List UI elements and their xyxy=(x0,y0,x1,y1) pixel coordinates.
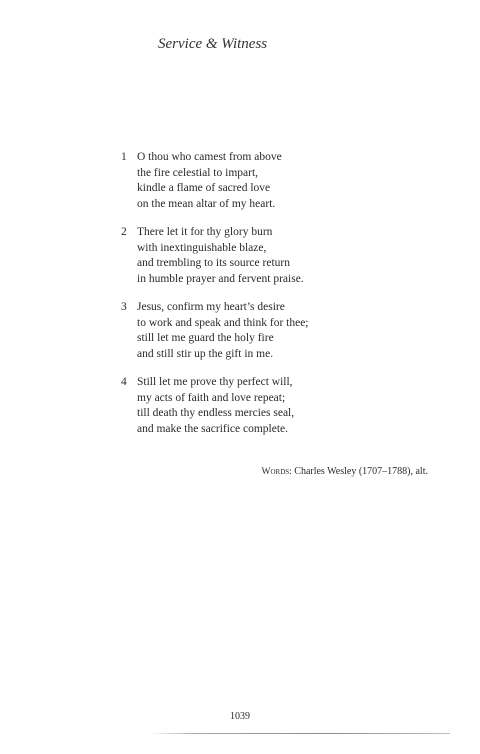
verse-line: There let it for thy glory burn xyxy=(137,226,273,238)
verse-line: the fire celestial to impart, xyxy=(137,166,259,179)
verse-number: 1 xyxy=(121,151,127,163)
verse-1 xyxy=(121,150,381,212)
verse-line: and trembling to its source return xyxy=(137,257,290,269)
verse-line: on the mean altar of my heart. xyxy=(137,197,276,210)
verse-2 xyxy=(121,225,381,287)
verse-line: O thou who camest from above xyxy=(137,151,282,163)
verse-line: with inextinguishable blaze, xyxy=(137,241,267,254)
verse-line: Still let me prove thy perfect will, xyxy=(137,376,293,388)
verse-3 xyxy=(121,300,381,362)
page-number: 1039 xyxy=(230,711,250,722)
verse-number: 4 xyxy=(121,376,127,388)
credits xyxy=(262,466,429,477)
credits-text: Charles Wesley (1707–1788), alt. xyxy=(294,466,428,477)
verse-line: to work and speak and think for thee; xyxy=(137,316,309,329)
verse-line: and make the sacrifice complete. xyxy=(137,422,289,435)
credits-label: Words: xyxy=(261,467,292,477)
verse-4 xyxy=(121,375,381,437)
verse-line: in humble prayer and fervent praise. xyxy=(137,272,304,285)
verse-line: Jesus, confirm my heart’s desire xyxy=(137,301,285,313)
hymn-text xyxy=(121,150,381,450)
verse-line: and still stir up the gift in me. xyxy=(137,347,274,360)
verse-line: my acts of faith and love repeat; xyxy=(137,391,286,404)
page-edge-line xyxy=(150,733,450,734)
verse-line: kindle a flame of sacred love xyxy=(137,182,271,194)
verse-number: 2 xyxy=(121,226,127,238)
verse-line: still let me guard the holy fire xyxy=(137,332,274,344)
verse-line: till death thy endless mercies seal, xyxy=(137,407,295,419)
section-title: Service & Witness xyxy=(158,36,268,52)
verse-number: 3 xyxy=(121,301,127,313)
